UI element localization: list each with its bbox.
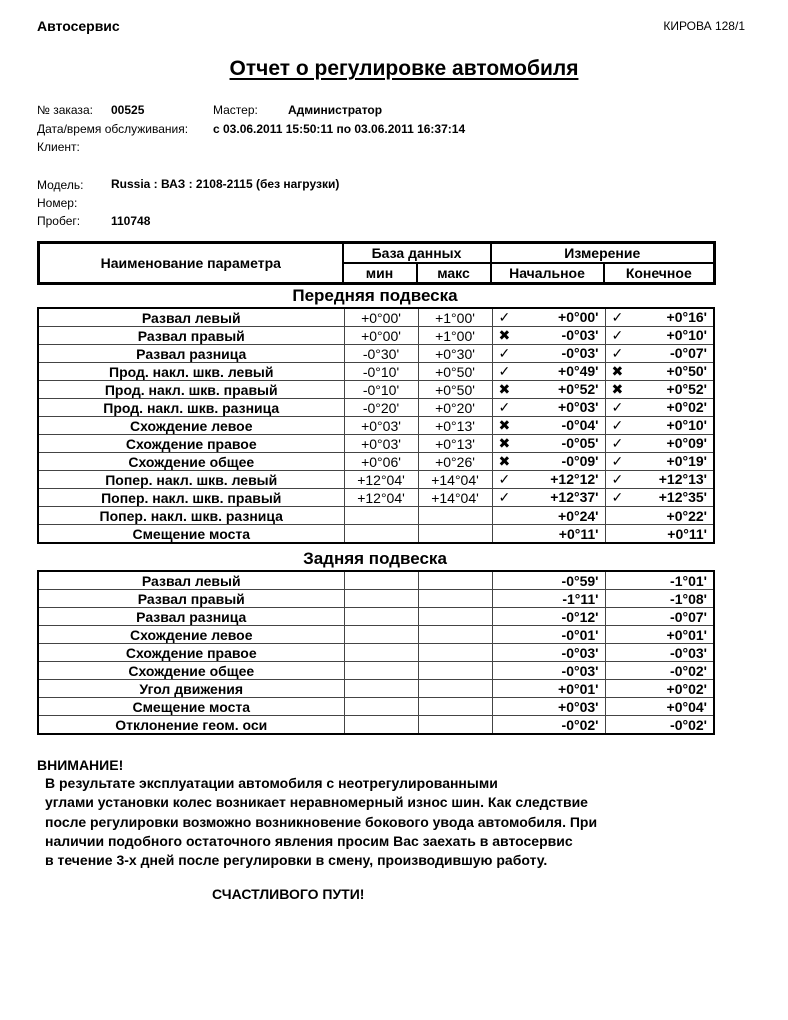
- check-icon: ✓: [611, 489, 624, 505]
- client-label: Клиент:: [37, 140, 80, 154]
- final-value: -1°01': [670, 572, 707, 589]
- db-max: [418, 662, 492, 680]
- initial-value-cell: [492, 716, 605, 735]
- param-name: Прод. накл. шкв. разница: [38, 399, 344, 417]
- db-max: +0°30': [418, 345, 492, 363]
- check-icon: ✓: [611, 453, 624, 469]
- initial-value: -0°05': [561, 435, 599, 451]
- final-value-cell: [605, 417, 714, 435]
- initial-value-cell: [492, 507, 605, 525]
- table-row: [38, 698, 714, 716]
- initial-value: -0°01': [561, 626, 599, 643]
- final-value: +0°22': [666, 507, 707, 524]
- db-max: [418, 571, 492, 590]
- table-row: [38, 308, 714, 327]
- master-label: Мастер:: [213, 103, 258, 117]
- company-name: Автосервис: [37, 18, 120, 34]
- final-value: +0°16': [666, 309, 707, 325]
- initial-value-cell: [492, 680, 605, 698]
- final-value-cell: [605, 345, 714, 363]
- initial-value-cell: [492, 698, 605, 716]
- initial-value: +0°03': [558, 399, 599, 415]
- initial-value: -0°04': [561, 417, 599, 433]
- cross-icon: ✖: [611, 363, 624, 379]
- param-name: Попер. накл. шкв. левый: [38, 471, 344, 489]
- table-row: [38, 507, 714, 525]
- db-min: [344, 608, 418, 626]
- final-value: +0°19': [666, 453, 707, 469]
- db-min: +0°00': [344, 308, 418, 327]
- warning-text: [45, 774, 597, 870]
- param-name: Развал правый: [38, 327, 344, 345]
- rear-suspension-title: Задняя подвеска: [303, 549, 447, 568]
- db-min: -0°10': [344, 381, 418, 399]
- initial-value: +0°11': [558, 525, 599, 542]
- table-row: [38, 399, 714, 417]
- db-min: [344, 644, 418, 662]
- db-max: +0°26': [418, 453, 492, 471]
- final-value: +12°35': [658, 489, 707, 505]
- check-icon: ✓: [498, 471, 511, 487]
- db-min: +0°03': [344, 417, 418, 435]
- warning-line: В результате эксплуатации автомобиля с неотрегулированными: [45, 775, 498, 791]
- final-value: +0°52': [666, 381, 707, 397]
- final-value: -0°02': [670, 662, 707, 679]
- final-value-cell: [605, 363, 714, 381]
- param-name: Угол движения: [38, 680, 344, 698]
- final-value-cell: [605, 680, 714, 698]
- param-name: Схождение общее: [38, 662, 344, 680]
- table-row: [38, 417, 714, 435]
- check-icon: ✓: [498, 363, 511, 379]
- cross-icon: ✖: [498, 453, 511, 469]
- param-name: Отклонение геом. оси: [38, 716, 344, 735]
- initial-value: +0°24': [558, 507, 599, 524]
- check-icon: ✓: [611, 309, 624, 325]
- final-value-cell: [605, 308, 714, 327]
- db-max: +0°50': [418, 363, 492, 381]
- header-param-name: Наименование параметра: [39, 243, 343, 284]
- db-min: -0°20': [344, 399, 418, 417]
- table-row: [38, 471, 714, 489]
- final-value: +0°10': [666, 327, 707, 343]
- final-value-cell: [605, 327, 714, 345]
- header-database: База данных: [343, 243, 491, 264]
- table-row: [38, 590, 714, 608]
- final-value: +0°04': [666, 698, 707, 715]
- table-row: [38, 608, 714, 626]
- final-value-cell: [605, 716, 714, 735]
- initial-value: +0°01': [558, 680, 599, 697]
- final-value-cell: [605, 471, 714, 489]
- model-label: Модель:: [37, 178, 84, 192]
- initial-value: +0°00': [558, 309, 599, 325]
- check-icon: ✓: [611, 399, 624, 415]
- header-min: мин: [343, 263, 417, 284]
- check-icon: ✓: [498, 309, 511, 325]
- initial-value-cell: [492, 571, 605, 590]
- initial-value-cell: [492, 590, 605, 608]
- final-value-cell: [605, 608, 714, 626]
- param-name: Схождение общее: [38, 453, 344, 471]
- initial-value-cell: [492, 525, 605, 544]
- initial-value: +0°52': [558, 381, 599, 397]
- table-row: [38, 644, 714, 662]
- warning-title: ВНИМАНИЕ!: [37, 757, 124, 773]
- order-number-label: № заказа:: [37, 103, 93, 117]
- cross-icon: ✖: [498, 381, 511, 397]
- initial-value-cell: [492, 381, 605, 399]
- table-row: [38, 525, 714, 544]
- check-icon: ✓: [611, 345, 624, 361]
- db-min: +0°03': [344, 435, 418, 453]
- master-value: Администратор: [288, 103, 383, 117]
- final-value-cell: [605, 435, 714, 453]
- table-row: [38, 662, 714, 680]
- final-value-cell: [605, 453, 714, 471]
- db-min: [344, 571, 418, 590]
- table-row: [38, 626, 714, 644]
- param-name: Схождение правое: [38, 435, 344, 453]
- warning-line: в течение 3-х дней после регулировки в смену, производившую работу.: [45, 852, 548, 869]
- check-icon: ✓: [498, 399, 511, 415]
- db-min: +12°04': [344, 471, 418, 489]
- db-max: [418, 608, 492, 626]
- final-value-cell: [605, 381, 714, 399]
- table-row: [38, 453, 714, 471]
- final-value: +0°10': [666, 417, 707, 433]
- db-min: [344, 680, 418, 698]
- table-row: [38, 571, 714, 590]
- db-max: [418, 525, 492, 544]
- db-min: [344, 590, 418, 608]
- final-value-cell: [605, 399, 714, 417]
- initial-value-cell: [492, 662, 605, 680]
- mileage-label: Пробег:: [37, 214, 81, 228]
- initial-value: +0°49': [558, 363, 599, 379]
- final-value: +0°50': [666, 363, 707, 379]
- db-max: [418, 680, 492, 698]
- initial-value-cell: [492, 308, 605, 327]
- param-name: Схождение левое: [38, 417, 344, 435]
- db-min: +0°00': [344, 327, 418, 345]
- front-suspension-title: Передняя подвеска: [292, 286, 458, 305]
- db-min: [344, 698, 418, 716]
- initial-value-cell: [492, 489, 605, 507]
- table-row: [38, 680, 714, 698]
- initial-value: -0°09': [561, 453, 599, 469]
- param-name: Схождение левое: [38, 626, 344, 644]
- final-value-cell: [605, 698, 714, 716]
- mileage-value: 110748: [111, 214, 151, 228]
- param-name: Развал разница: [38, 345, 344, 363]
- param-name: Схождение правое: [38, 644, 344, 662]
- db-max: [418, 716, 492, 735]
- vehicle-number-label: Номер:: [37, 196, 78, 210]
- db-max: [418, 590, 492, 608]
- db-max: +14°04': [418, 489, 492, 507]
- param-name: Прод. накл. шкв. правый: [38, 381, 344, 399]
- final-value: +12°13': [658, 471, 707, 487]
- param-name: Смещение моста: [38, 525, 344, 544]
- final-value-cell: [605, 489, 714, 507]
- datetime-label: Дата/время обслуживания:: [37, 122, 189, 136]
- final-value: -0°03': [670, 644, 707, 661]
- param-name: Развал правый: [38, 590, 344, 608]
- warning-line: углами установки колес возникает неравномерный износ шин. Как следствие: [45, 794, 588, 811]
- initial-value: -1°11': [562, 590, 599, 607]
- param-name: Развал левый: [38, 308, 344, 327]
- initial-value-cell: [492, 608, 605, 626]
- final-value: +0°01': [666, 626, 707, 643]
- header-initial: Начальное: [491, 263, 604, 284]
- db-max: +0°50': [418, 381, 492, 399]
- db-max: [418, 507, 492, 525]
- initial-value: -0°12': [561, 608, 599, 625]
- table-row: [38, 381, 714, 399]
- header-max: макс: [417, 263, 491, 284]
- cross-icon: ✖: [498, 435, 511, 451]
- param-name: Попер. накл. шкв. правый: [38, 489, 344, 507]
- db-min: [344, 626, 418, 644]
- cross-icon: ✖: [611, 381, 624, 397]
- final-value: +0°09': [666, 435, 707, 451]
- db-max: +1°00': [418, 327, 492, 345]
- db-max: +14°04': [418, 471, 492, 489]
- final-value: -0°07': [670, 608, 707, 625]
- final-value-cell: [605, 590, 714, 608]
- initial-value: -0°03': [561, 662, 599, 679]
- db-max: [418, 626, 492, 644]
- cross-icon: ✖: [498, 327, 511, 343]
- db-max: [418, 644, 492, 662]
- cross-icon: ✖: [498, 417, 511, 433]
- db-min: +0°06': [344, 453, 418, 471]
- check-icon: ✓: [611, 471, 624, 487]
- check-icon: ✓: [498, 489, 511, 505]
- initial-value: +0°03': [558, 698, 599, 715]
- farewell-text: СЧАСТЛИВОГО ПУТИ!: [212, 886, 365, 902]
- db-max: +0°13': [418, 417, 492, 435]
- initial-value-cell: [492, 345, 605, 363]
- table-row: [38, 489, 714, 507]
- final-value: +0°02': [666, 399, 707, 415]
- db-max: [418, 698, 492, 716]
- param-name: Прод. накл. шкв. левый: [38, 363, 344, 381]
- param-name: Попер. накл. шкв. разница: [38, 507, 344, 525]
- check-icon: ✓: [611, 327, 624, 343]
- db-min: [344, 507, 418, 525]
- db-max: +1°00': [418, 308, 492, 327]
- db-min: [344, 662, 418, 680]
- model-value: Russia : ВАЗ : 2108-2115 (без нагрузки): [111, 177, 340, 191]
- check-icon: ✓: [611, 417, 624, 433]
- initial-value: +12°37': [550, 489, 599, 505]
- db-min: -0°30': [344, 345, 418, 363]
- final-value: +0°02': [666, 680, 707, 697]
- param-name: Смещение моста: [38, 698, 344, 716]
- final-value: -1°08': [670, 590, 707, 607]
- warning-line: наличии подобного остаточного явления просим Вас заехать в автосервис: [45, 832, 573, 849]
- table-row: [38, 345, 714, 363]
- table-row: [38, 435, 714, 453]
- initial-value: -0°02': [561, 716, 599, 733]
- initial-value: -0°03': [561, 327, 599, 343]
- initial-value-cell: [492, 327, 605, 345]
- check-icon: ✓: [611, 435, 624, 451]
- final-value-cell: [605, 626, 714, 644]
- table-row: [38, 363, 714, 381]
- param-name: Развал разница: [38, 608, 344, 626]
- db-min: +12°04': [344, 489, 418, 507]
- table-header: [37, 241, 716, 285]
- db-min: -0°10': [344, 363, 418, 381]
- initial-value-cell: [492, 626, 605, 644]
- header-final: Конечное: [604, 263, 715, 284]
- warning-line: после регулировки возможно возникновение бокового увода автомобиля. При: [45, 813, 598, 830]
- datetime-value: с 03.06.2011 15:50:11 по 03.06.2011 16:37:14: [213, 122, 466, 136]
- final-value-cell: [605, 571, 714, 590]
- table-row: [38, 327, 714, 345]
- initial-value: -0°03': [561, 644, 599, 661]
- initial-value-cell: [492, 644, 605, 662]
- report-title: Отчет о регулировке автомобиля: [229, 57, 579, 80]
- initial-value-cell: [492, 399, 605, 417]
- initial-value: -0°59': [561, 572, 599, 589]
- company-address: КИРОВА 128/1: [663, 19, 745, 33]
- final-value: +0°11': [667, 525, 707, 542]
- db-max: +0°20': [418, 399, 492, 417]
- initial-value-cell: [492, 417, 605, 435]
- initial-value-cell: [492, 363, 605, 381]
- final-value: -0°02': [670, 716, 707, 733]
- front-suspension-table: [37, 307, 715, 544]
- rear-suspension-table: [37, 570, 715, 735]
- param-name: Развал левый: [38, 571, 344, 590]
- final-value-cell: [605, 507, 714, 525]
- final-value-cell: [605, 662, 714, 680]
- initial-value-cell: [492, 453, 605, 471]
- final-value-cell: [605, 525, 714, 544]
- final-value: -0°07': [670, 345, 707, 361]
- initial-value: +12°12': [550, 471, 599, 487]
- initial-value-cell: [492, 435, 605, 453]
- db-min: [344, 716, 418, 735]
- check-icon: ✓: [498, 345, 511, 361]
- table-row: [38, 716, 714, 735]
- initial-value-cell: [492, 471, 605, 489]
- db-min: [344, 525, 418, 544]
- db-max: +0°13': [418, 435, 492, 453]
- final-value-cell: [605, 644, 714, 662]
- order-number-value: 00525: [111, 103, 145, 117]
- header-measurement: Измерение: [491, 243, 715, 264]
- initial-value: -0°03': [561, 345, 599, 361]
